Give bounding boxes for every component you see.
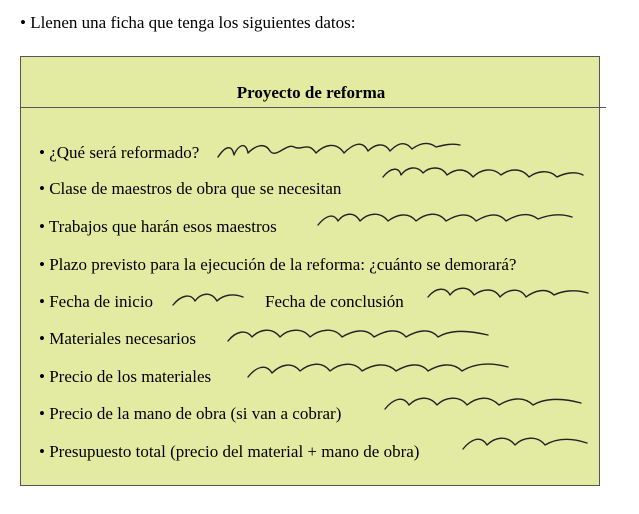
item-label: • ¿Qué será reformado? [39,143,200,162]
item-materials [39,329,196,349]
item-what-reformed [39,143,199,163]
item-timeframe [39,255,516,275]
handwriting-scribble [383,391,583,417]
card-title: Proyecto de reforma [236,83,386,102]
item-label: • Clase de maestros de obra que se necesitan [39,179,342,198]
item-label: • Materiales necesarios [39,329,196,348]
handwriting-scribble [171,287,246,311]
handwriting-scribble [426,283,591,309]
handwriting-scribble [381,163,586,187]
item-worker-types [39,179,341,199]
item-total-budget [39,442,419,462]
item-labor-price [39,404,341,424]
item-label: • Trabajos que harán esos maestros [39,217,277,236]
item-worker-tasks [39,217,277,237]
instruction-text: • Llenen una ficha que tenga los siguientes datos: [20,13,356,32]
item-label: • Plazo previsto para la ejecución de la reforma: ¿cuánto se demorará? [39,255,517,274]
handwriting-scribble [316,207,576,233]
item-start-date [39,292,153,312]
item-label: • Precio de los materiales [39,367,212,386]
card-header [21,57,606,108]
item-label: • Fecha de inicio [39,292,154,311]
item-materials-price [39,367,211,387]
item-label: • Presupuesto total (precio del material + mano de obra) [39,442,420,461]
item-label: Fecha de conclusión [265,292,404,311]
handwriting-scribble [246,357,511,385]
handwriting-scribble [226,323,491,349]
project-form-card [20,56,600,486]
handwriting-scribble [461,431,591,457]
item-label: • Precio de la mano de obra (si van a cobrar) [39,404,342,423]
item-end-date [265,292,404,312]
